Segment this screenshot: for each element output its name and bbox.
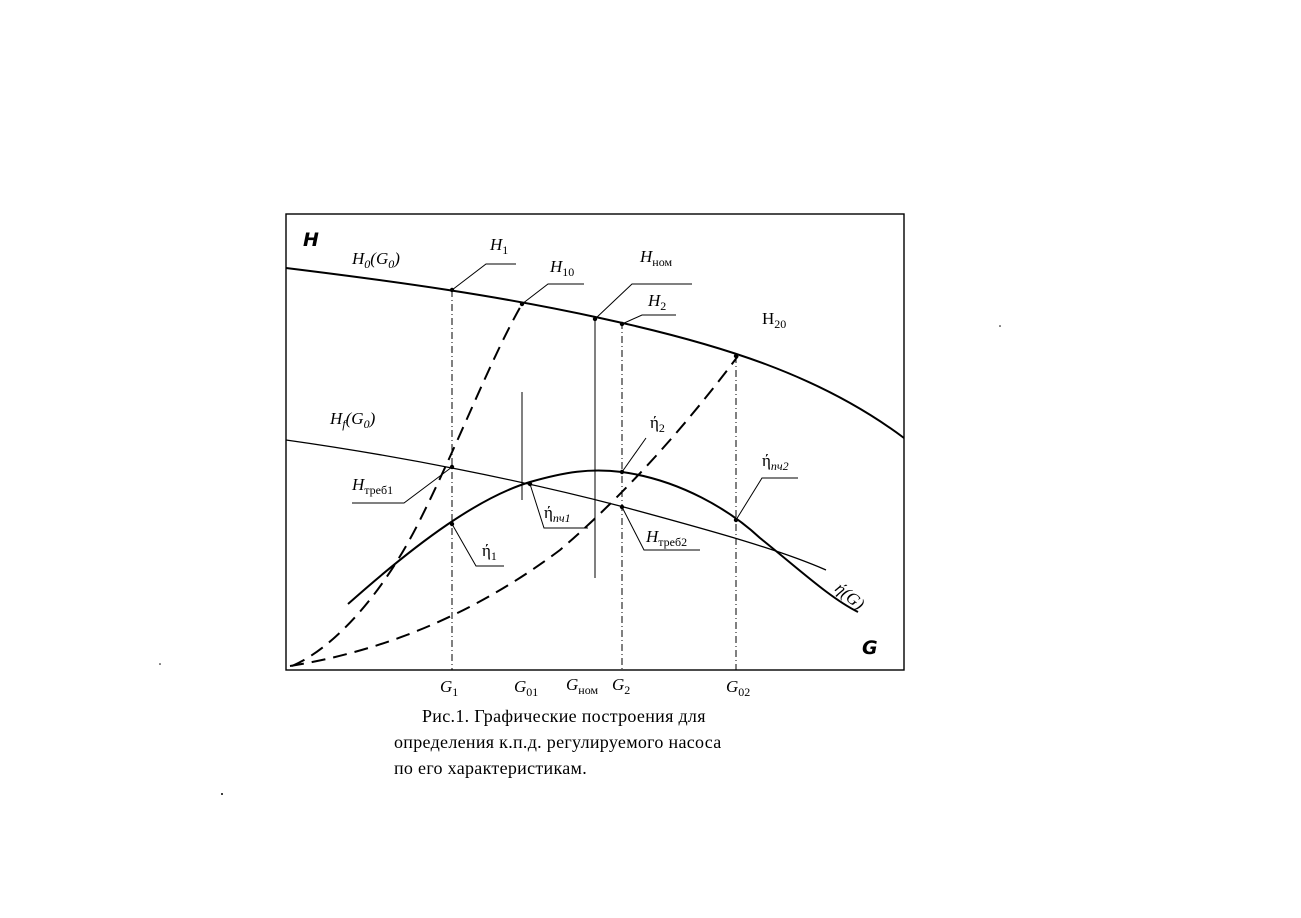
leader-etapch2 [736, 478, 798, 520]
tick-g1: $G_1$ [440, 677, 459, 699]
label-eta2: $ή_2$ [650, 413, 665, 435]
scan-speck [999, 325, 1001, 327]
caption-line-2: определения к.п.д. регулируемого насоса [394, 732, 722, 752]
label-eta-curve: ή(G) [831, 578, 869, 614]
caption-line-1: Рис.1. Графические построения для [422, 706, 706, 726]
label-etapch1: $ή_{пч1}$ [544, 503, 571, 525]
label-h20: $H_{20}$ [762, 309, 787, 331]
x-axis-label: G [862, 637, 878, 659]
caption-line-3: по его характеристикам. [394, 758, 588, 778]
leader-h1 [452, 264, 516, 290]
label-hf-curve: $H_f(G_0)$ [330, 409, 376, 431]
tick-g2: $G_2$ [612, 675, 631, 697]
label-h1: $H_1$ [490, 235, 509, 257]
label-h2: $H_2$ [648, 291, 667, 313]
label-etapch2: $ή_{пч2}$ [762, 451, 789, 473]
eta-curve [348, 470, 858, 612]
label-h0-curve: $H_0(G_0)$ [352, 249, 400, 271]
label-h10: $H_{10}$ [550, 257, 575, 279]
tick-g02: $G_{02}$ [726, 677, 751, 699]
point-h20 [734, 354, 738, 358]
tick-g01: $G_{01}$ [514, 677, 539, 699]
leader-eta2 [622, 438, 646, 472]
label-hnom: $H_{ном}$ [640, 247, 673, 269]
label-htreb1: $H_{треб1}$ [352, 475, 394, 497]
label-eta1: $ή_1$ [482, 541, 497, 563]
leader-hnom [595, 284, 692, 319]
y-axis-label: H [303, 229, 319, 251]
leader-h10 [522, 284, 584, 304]
scan-speck [221, 793, 223, 795]
tick-gnom: $G_{ном}$ [566, 675, 599, 697]
leader-h2 [622, 315, 676, 324]
dashed-curve-h10 [292, 304, 522, 666]
scan-speck [159, 663, 161, 665]
dashed-curve-h20 [290, 356, 738, 666]
label-htreb2: $H_{треб2}$ [646, 527, 688, 549]
